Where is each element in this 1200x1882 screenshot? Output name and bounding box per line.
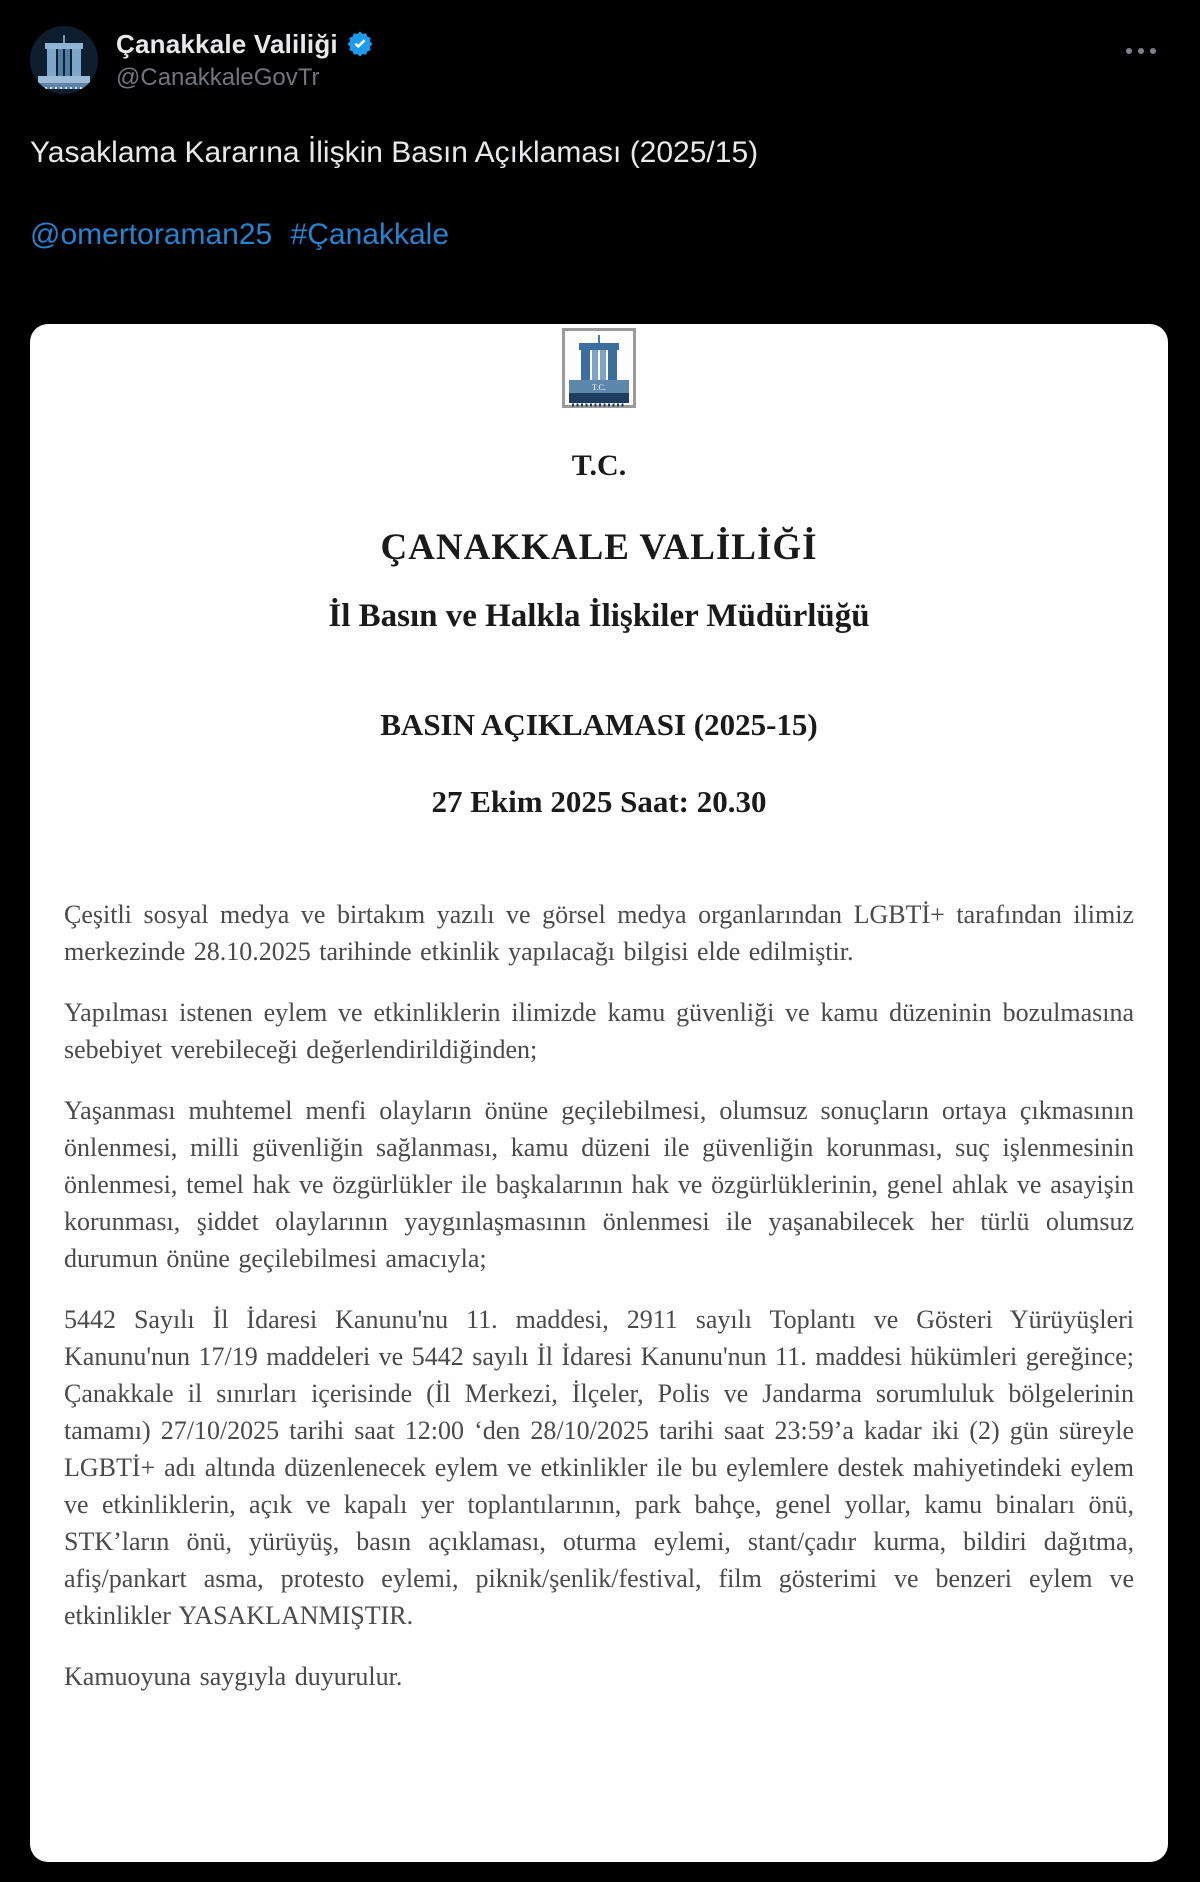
- doc-body: [64, 896, 1134, 1695]
- hashtag-link[interactable]: #Çanakkale: [290, 218, 450, 251]
- avatar[interactable]: [30, 26, 98, 94]
- tweet-text: Yasaklama Kararına İlişkin Basın Açıklaması (2025/15): [30, 136, 759, 169]
- doc-republic-heading: T.C.: [571, 449, 627, 482]
- doc-paragraph: Yaşanması muhtemel menfi olayların önüne geçilebilmesi, olumsuz sonuçların ortaya çıkmasının önlenmesi, milli güvenliğin sağlanması, kamu düzeni ile güvenliğin korunması, suç işlenmesinin önlenmesi, temel hak ve özgürlükler ile başkalarının hak ve özgürlüklerinin, genel ahlak ve asayişin korunması, şiddet olaylarının yaygınlaşmasının önlenmesi ile yaşanabilecek her türlü olumsuz durumun önüne geçilebilmesi amacıyla;: [64, 1096, 1134, 1273]
- doc-datetime: 27 Ekim 2025 Saat: 20.30: [431, 784, 767, 819]
- press-release-document: [30, 324, 1168, 1695]
- attached-document-image[interactable]: [30, 324, 1168, 1862]
- doc-paragraph: Çeşitli sosyal medya ve birtakım yazılı ve görsel medya organlarından LGBTİ+ tarafından ilimiz merkezinde 28.10.2025 tarihinde etkinlik yapılacağı bilgisi elde edilmiştir.: [64, 900, 1134, 966]
- doc-paragraph: Yapılması istenen eylem ve etkinliklerin ilimizde kamu güvenliği ve kamu düzeninin bozulmasına sebebiyet verebileceği değerlendirildiğinden;: [64, 998, 1134, 1064]
- doc-paragraph: Kamuoyuna saygıyla duyurulur.: [64, 1662, 403, 1691]
- document-emblem-icon: [562, 328, 636, 408]
- more-menu-icon[interactable]: [1122, 44, 1160, 58]
- tweet-header: [30, 26, 1176, 94]
- doc-press-release-title: BASIN AÇIKLAMASI (2025-15): [380, 707, 818, 742]
- tweet-links: [30, 216, 1176, 254]
- author-identity: [116, 29, 374, 92]
- author-handle[interactable]: @CanakkaleGovTr: [116, 63, 320, 91]
- canakkale-monument-icon: [30, 81, 98, 94]
- doc-department-heading: İl Basın ve Halkla İlişkiler Müdürlüğü: [328, 598, 870, 634]
- doc-governorship-heading: ÇANAKKALE VALİLİĞİ: [380, 527, 818, 568]
- doc-paragraph: 5442 Sayılı İl İdaresi Kanunu'nu 11. maddesi, 2911 sayılı Toplantı ve Gösteri Yürüyüşleri Kanunu'nun 17/19 maddeleri ve 5442 sayılı İl İdaresi Kanunu'nun 11. maddesi hükümleri gereğince; Çanakkale il sınırları içerisinde (İl Merkezi, İlçeler, Polis ve Jandarma sorumluluk bölgelerinin tamamı) 27/10/2025 tarihi saat 12:00 ‘den 28/10/2025 tarihi saat 23:59’a kadar iki (2) gün süreyle LGBTİ+ adı altında düzenlenecek eylem ve etkinlikler ile bu eylemlere destek mahiyetindeki eylem ve etkinliklerin, açık ve kapalı yer toplantılarının, park bahçe, genel yollar, kamu binaları önü, STK’ların önü, yürüyüş, basın açıklaması, oturma eylemi, stant/çadır kurma, bildiri dağıtma, afiş/pankart asma, protesto eylemi, piknik/şenlik/festival, film gösterimi ve benzeri eylem ve etkinlikler YASAKLANMIŞTIR.: [64, 1305, 1134, 1630]
- mention-link[interactable]: @omertoraman25: [30, 218, 273, 251]
- svg-text:T.C.: T.C.: [592, 383, 606, 392]
- author-name[interactable]: Çanakkale Valiliği: [116, 28, 338, 59]
- verified-badge-icon: [346, 30, 374, 58]
